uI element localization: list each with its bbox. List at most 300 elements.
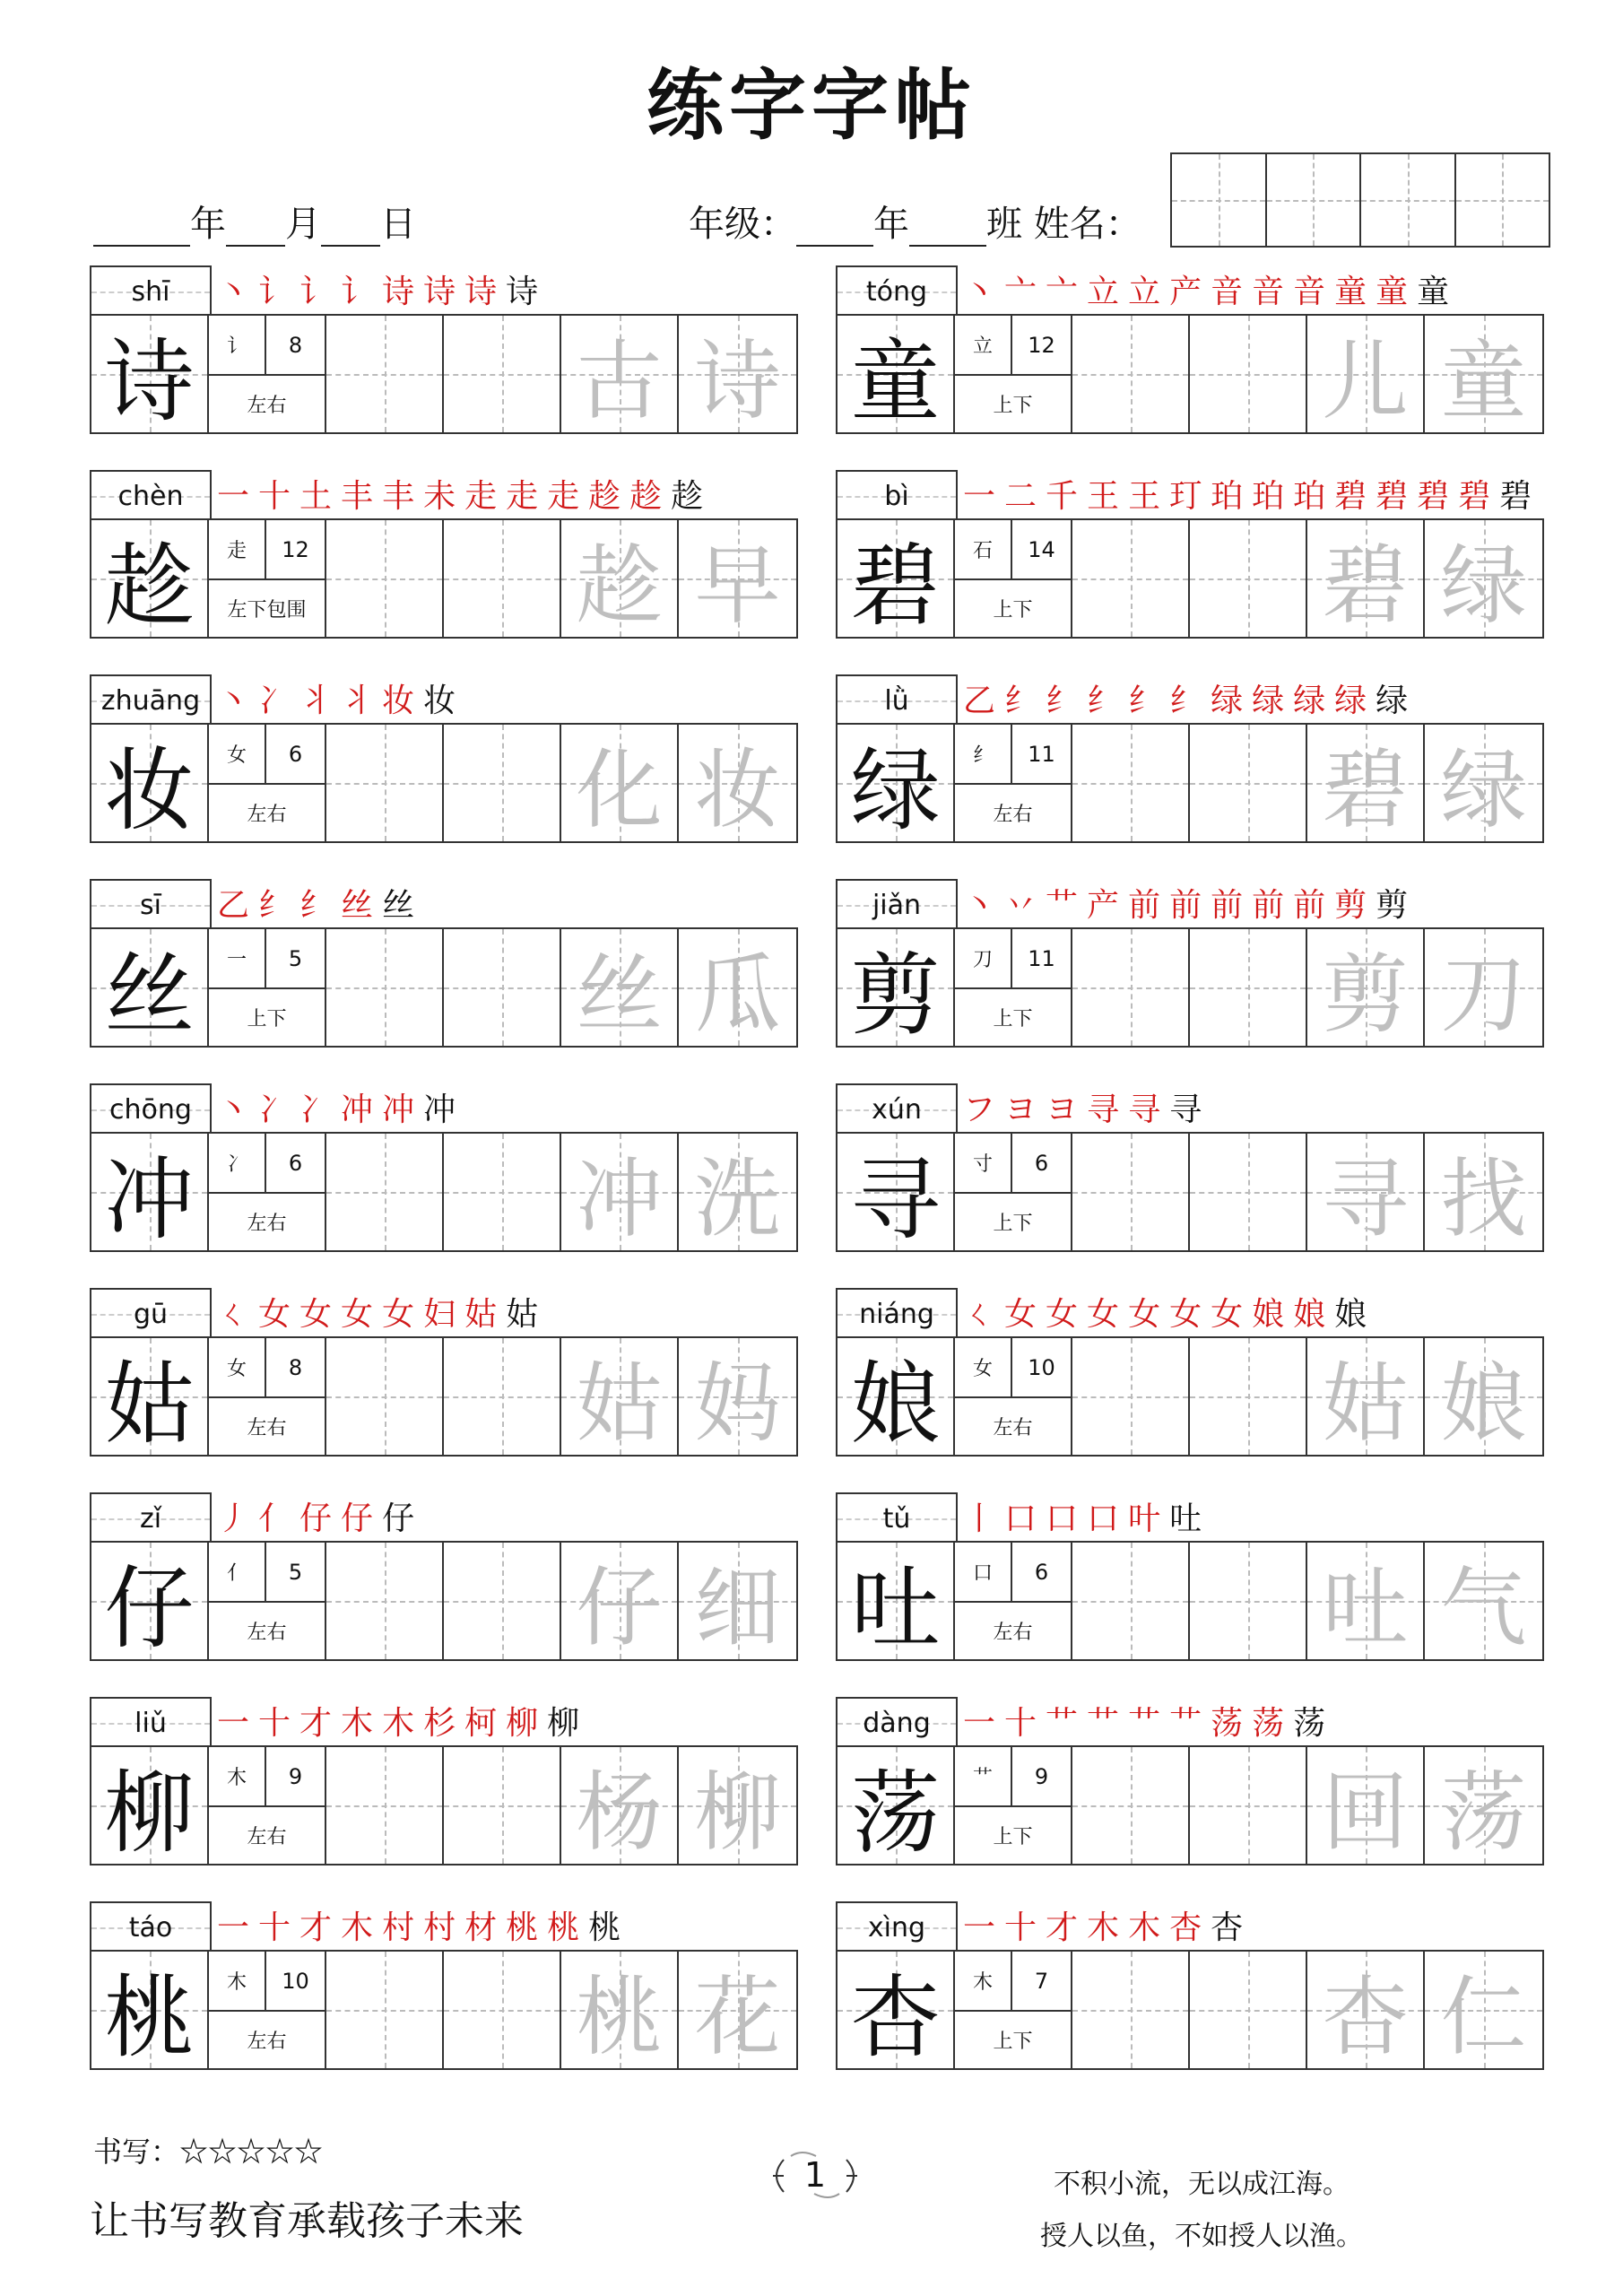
stroke-step: 二	[1004, 478, 1039, 515]
stroke-step: 口	[1004, 1500, 1039, 1537]
trace-char: 花	[694, 1966, 781, 2067]
practice-cell[interactable]	[444, 1543, 561, 1659]
stroke-step: 纟	[258, 887, 293, 924]
stroke-step: 艹	[1046, 1705, 1081, 1742]
radical: 立	[955, 316, 1012, 374]
model-char-cell	[91, 1134, 209, 1250]
practice-cell[interactable]	[326, 725, 444, 841]
trace-char: 绿	[1440, 739, 1527, 840]
trace-cell[interactable]	[561, 520, 679, 637]
char-info	[955, 929, 1072, 1046]
stroke-step: 纟	[1128, 683, 1163, 719]
model-char: 剪	[850, 943, 941, 1048]
class-blank[interactable]	[909, 209, 986, 247]
stroke-order	[963, 881, 1417, 926]
char-entry	[90, 1492, 798, 1688]
practice-cell[interactable]	[444, 1134, 561, 1250]
stroke-step: 女	[1087, 1296, 1122, 1333]
trace-char: 早	[694, 535, 781, 636]
char-entry	[90, 1697, 798, 1892]
radical: 寸	[955, 1134, 1012, 1192]
trace-cell[interactable]	[679, 520, 796, 637]
stroke-step: 前	[1252, 887, 1287, 924]
trace-cell[interactable]	[1425, 1747, 1542, 1864]
model-char-cell	[91, 1952, 209, 2068]
char-structure: 左右	[247, 395, 287, 417]
char-info	[955, 1338, 1072, 1455]
practice-cell[interactable]	[1190, 1543, 1307, 1659]
stroke-step: 一	[963, 1705, 998, 1742]
trace-cell[interactable]	[1307, 520, 1425, 637]
trace-char: 瓜	[694, 944, 781, 1045]
stroke-count: 12	[1028, 332, 1055, 358]
trace-char: 寻	[1322, 1148, 1409, 1249]
trace-cell[interactable]	[1307, 1952, 1425, 2068]
char-entry	[90, 1083, 798, 1279]
practice-cell[interactable]	[1190, 520, 1307, 637]
char-structure: 上下	[993, 2031, 1033, 2053]
char-info	[955, 1747, 1072, 1864]
practice-cell[interactable]	[326, 1134, 444, 1250]
stroke-step: 才	[299, 1909, 334, 1946]
practice-grid	[90, 1950, 798, 2070]
stroke-step: 音	[1293, 274, 1328, 310]
char-structure: 上下	[993, 599, 1033, 622]
stroke-order	[963, 1085, 1211, 1130]
stroke-step: 木	[1128, 1909, 1163, 1946]
trace-cell[interactable]	[561, 1747, 679, 1864]
trace-cell[interactable]	[1307, 1134, 1425, 1250]
stroke-count: 8	[288, 1354, 303, 1380]
stroke-step: 碧	[1458, 478, 1493, 515]
pinyin: chōng	[109, 1093, 192, 1126]
stroke-step: 荡	[1293, 1705, 1328, 1742]
radical: 亻	[209, 1543, 266, 1601]
radical: 木	[209, 1952, 266, 2010]
trace-char: 姑	[576, 1352, 663, 1454]
stroke-step: 荡	[1252, 1705, 1287, 1742]
trace-cell[interactable]	[679, 1952, 796, 2068]
stroke-step: 丰	[382, 478, 417, 515]
trace-char: 绿	[1440, 535, 1527, 636]
stroke-count: 11	[1028, 945, 1055, 971]
model-char-cell	[838, 316, 955, 432]
stroke-step: 冫	[258, 683, 293, 719]
day-label: 日	[380, 204, 416, 245]
pinyin: liǔ	[135, 1707, 167, 1739]
grade-blank[interactable]	[796, 209, 873, 247]
model-char: 丝	[104, 943, 195, 1048]
model-char: 趁	[104, 534, 195, 639]
stroke-step: 纟	[1087, 683, 1122, 719]
char-info	[209, 1747, 326, 1864]
stroke-step: 剪	[1376, 887, 1410, 924]
radical: 艹	[955, 1747, 1012, 1805]
stroke-step: 丨	[963, 1500, 998, 1537]
model-char-cell	[91, 1543, 209, 1659]
stroke-order	[963, 1494, 1211, 1539]
stroke-step: 纟	[1004, 683, 1039, 719]
practice-cell[interactable]	[444, 1952, 561, 2068]
practice-grid	[90, 518, 798, 639]
model-char: 童	[850, 329, 941, 434]
char-info	[955, 725, 1072, 841]
stroke-step: 趁	[588, 478, 623, 515]
date-line	[93, 196, 416, 247]
trace-char: 气	[1440, 1557, 1527, 1658]
trace-cell[interactable]	[679, 1338, 796, 1455]
stroke-step: 乙	[217, 887, 252, 924]
stroke-count: 9	[288, 1763, 303, 1789]
stroke-step: 十	[258, 1909, 293, 1946]
char-structure: 左右	[247, 1213, 287, 1235]
stroke-step: 讠	[258, 274, 293, 310]
pinyin: niáng	[859, 1298, 934, 1330]
model-char: 杏	[850, 1965, 941, 2070]
trace-char: 柳	[694, 1761, 781, 1863]
model-char: 妆	[104, 738, 195, 843]
practice-cell[interactable]	[1072, 1134, 1190, 1250]
practice-cell[interactable]	[326, 1952, 444, 2068]
char-structure: 上下	[993, 1008, 1033, 1031]
trace-cell[interactable]	[679, 725, 796, 841]
char-structure: 左右	[993, 1417, 1033, 1439]
stroke-step: 趁	[629, 478, 664, 515]
pinyin-box	[836, 1288, 958, 1338]
stroke-step: 吐	[1169, 1500, 1204, 1537]
pinyin: dàng	[863, 1707, 931, 1739]
stroke-step: 柯	[464, 1705, 499, 1742]
trace-cell[interactable]	[679, 1747, 796, 1864]
char-structure: 上下	[993, 1213, 1033, 1235]
trace-cell[interactable]	[1307, 316, 1425, 432]
pinyin-box	[836, 1083, 958, 1134]
pinyin-box	[836, 1492, 958, 1543]
trace-cell[interactable]	[679, 1543, 796, 1659]
pinyin: zhuāng	[100, 684, 201, 717]
pinyin-box	[90, 265, 212, 316]
practice-cell[interactable]	[1072, 725, 1190, 841]
stroke-step: 冫	[299, 1091, 334, 1128]
trace-cell[interactable]	[1307, 1747, 1425, 1864]
pinyin-box	[90, 470, 212, 520]
trace-cell[interactable]	[679, 929, 796, 1046]
trace-char: 妈	[694, 1352, 781, 1454]
trace-char: 化	[576, 739, 663, 840]
char-info	[209, 1134, 326, 1250]
trace-cell[interactable]	[1425, 1134, 1542, 1250]
stroke-step: 冲	[423, 1091, 458, 1128]
char-info	[955, 316, 1072, 432]
char-info	[955, 1952, 1072, 2068]
practice-cell[interactable]	[326, 1747, 444, 1864]
stroke-step: ヨ	[1004, 1091, 1039, 1128]
trace-char: 仔	[576, 1557, 663, 1658]
stroke-order	[217, 1699, 588, 1744]
char-entry	[836, 674, 1544, 870]
pinyin: jiǎn	[872, 889, 922, 921]
trace-cell[interactable]	[1425, 1543, 1542, 1659]
trace-cell[interactable]	[1307, 1543, 1425, 1659]
month-label: 月	[285, 204, 321, 245]
practice-cell[interactable]	[444, 1338, 561, 1455]
char-info	[955, 1134, 1072, 1250]
practice-cell[interactable]	[1072, 1338, 1190, 1455]
stroke-step: 亻	[258, 1500, 293, 1537]
char-entry	[90, 879, 798, 1074]
model-char-cell	[91, 316, 209, 432]
stroke-step: 丶	[217, 1091, 252, 1128]
stroke-step: 玎	[1169, 478, 1204, 515]
char-entry	[836, 1697, 1544, 1892]
stroke-step: 妆	[423, 683, 458, 719]
stroke-step: 绿	[1376, 683, 1410, 719]
stroke-step: 艹	[1128, 1705, 1163, 1742]
practice-cell[interactable]	[326, 1543, 444, 1659]
practice-cell[interactable]	[444, 1747, 561, 1864]
trace-char: 细	[694, 1557, 781, 1658]
stroke-step: 纟	[1169, 683, 1204, 719]
stroke-step: 一	[217, 1909, 252, 1946]
practice-cell[interactable]	[326, 929, 444, 1046]
stroke-order	[217, 881, 423, 926]
model-char: 桃	[104, 1965, 195, 2070]
stroke-step: 立	[1128, 274, 1163, 310]
trace-cell[interactable]	[1307, 725, 1425, 841]
pinyin-box	[90, 879, 212, 929]
trace-cell[interactable]	[1307, 929, 1425, 1046]
trace-char: 冲	[576, 1148, 663, 1249]
year-blank[interactable]	[93, 209, 190, 247]
stroke-step: 女	[1046, 1296, 1081, 1333]
stroke-step: 冲	[382, 1091, 417, 1128]
practice-cell[interactable]	[1072, 1543, 1190, 1659]
practice-grid	[90, 1745, 798, 1866]
practice-cell[interactable]	[1072, 316, 1190, 432]
stroke-step: 诗	[423, 274, 458, 310]
radical: 刀	[955, 929, 1012, 987]
trace-cell[interactable]	[1425, 725, 1542, 841]
stroke-step: 趁	[671, 478, 706, 515]
stroke-step: 丶	[963, 274, 998, 310]
stroke-count: 5	[288, 945, 303, 971]
practice-cell[interactable]	[326, 316, 444, 432]
practice-cell[interactable]	[444, 725, 561, 841]
name-writing-box[interactable]	[1170, 152, 1550, 248]
practice-cell[interactable]	[326, 1338, 444, 1455]
trace-char: 杨	[576, 1761, 663, 1863]
trace-cell[interactable]	[1425, 929, 1542, 1046]
stroke-step: 一	[963, 478, 998, 515]
grade-label: 年级：	[689, 204, 796, 245]
stroke-step: 音	[1211, 274, 1245, 310]
char-structure: 上下	[993, 395, 1033, 417]
stroke-step: 叶	[1128, 1500, 1163, 1537]
stroke-count: 10	[1028, 1354, 1055, 1380]
stroke-step: フ	[963, 1091, 998, 1128]
stroke-step: 杉	[423, 1705, 458, 1742]
practice-cell[interactable]	[444, 316, 561, 432]
stroke-step: 亠	[1046, 274, 1081, 310]
stroke-step: 童	[1334, 274, 1369, 310]
trace-char: 吐	[1322, 1557, 1409, 1658]
practice-cell[interactable]	[444, 929, 561, 1046]
practice-cell[interactable]	[1190, 316, 1307, 432]
trace-char: 杏	[1322, 1966, 1409, 2067]
char-structure: 左右	[247, 1622, 287, 1644]
practice-cell[interactable]	[1072, 929, 1190, 1046]
stroke-count: 9	[1034, 1763, 1049, 1789]
char-entry	[836, 470, 1544, 665]
pinyin: tóng	[865, 275, 928, 308]
month-blank[interactable]	[226, 209, 285, 247]
stroke-step: 寻	[1169, 1091, 1204, 1128]
stroke-step: 丰	[341, 478, 376, 515]
pinyin-box	[90, 1901, 212, 1952]
stroke-order	[963, 1290, 1376, 1335]
radical: 讠	[209, 316, 266, 374]
practice-cell[interactable]	[1190, 1338, 1307, 1455]
stroke-step: 木	[341, 1705, 376, 1742]
practice-cell[interactable]	[1072, 1747, 1190, 1864]
char-entry	[836, 265, 1544, 461]
stroke-step: 珀	[1293, 478, 1328, 515]
practice-grid	[836, 1950, 1544, 2070]
pinyin: zǐ	[139, 1502, 162, 1535]
stroke-step: 一	[217, 1705, 252, 1742]
trace-cell[interactable]	[561, 1134, 679, 1250]
practice-cell[interactable]	[1190, 929, 1307, 1046]
char-info	[209, 316, 326, 432]
radical: 冫	[209, 1134, 266, 1192]
trace-char: 古	[576, 330, 663, 431]
practice-cell[interactable]	[1190, 725, 1307, 841]
stroke-step: 王	[1087, 478, 1122, 515]
pinyin: xìng	[867, 1911, 926, 1944]
char-entry	[90, 265, 798, 461]
stroke-count: 5	[288, 1559, 303, 1585]
model-char-cell	[91, 725, 209, 841]
stroke-step: 碧	[1417, 478, 1452, 515]
practice-grid	[90, 314, 798, 434]
char-entry	[836, 1288, 1544, 1483]
stroke-step: 王	[1128, 478, 1163, 515]
stroke-step: 诗	[506, 274, 541, 310]
trace-cell[interactable]	[679, 316, 796, 432]
trace-cell[interactable]	[561, 1543, 679, 1659]
trace-cell[interactable]	[561, 316, 679, 432]
stroke-step: 绿	[1211, 683, 1245, 719]
practice-cell[interactable]	[1072, 520, 1190, 637]
stroke-step: 仔	[382, 1500, 417, 1537]
practice-grid	[90, 1132, 798, 1252]
stroke-order	[963, 472, 1541, 517]
trace-cell[interactable]	[561, 725, 679, 841]
model-char-cell	[838, 1747, 955, 1864]
model-char-cell	[91, 1747, 209, 1864]
trace-char: 刀	[1440, 944, 1527, 1045]
model-char: 仔	[104, 1556, 195, 1661]
model-char-cell	[91, 929, 209, 1046]
stroke-step: 柳	[506, 1705, 541, 1742]
stroke-step: 杏	[1211, 1909, 1245, 1946]
stroke-step: 乙	[963, 683, 998, 719]
practice-grid	[836, 314, 1544, 434]
trace-cell[interactable]	[679, 1134, 796, 1250]
quote-line-1: 不积小流，无以成江海。	[1054, 2169, 1350, 2200]
stroke-step: 童	[1376, 274, 1410, 310]
stroke-count: 6	[1034, 1559, 1049, 1585]
stroke-step: 碧	[1499, 478, 1534, 515]
char-structure: 左下包围	[227, 599, 307, 622]
practice-grid	[836, 723, 1544, 843]
practice-cell[interactable]	[1190, 1952, 1307, 2068]
practice-cell[interactable]	[1072, 1952, 1190, 2068]
stroke-step: 前	[1211, 887, 1245, 924]
radical: 女	[209, 1338, 266, 1396]
stroke-step: 珀	[1211, 478, 1245, 515]
practice-cell[interactable]	[1190, 1747, 1307, 1864]
trace-cell[interactable]	[1307, 1338, 1425, 1455]
pinyin: xún	[872, 1093, 922, 1126]
trace-cell[interactable]	[561, 1338, 679, 1455]
char-info	[209, 1952, 326, 2068]
stroke-step: 口	[1087, 1500, 1122, 1537]
quote-line-2: 授人以鱼，不如授人以渔。	[1040, 2221, 1363, 2252]
char-structure: 上下	[993, 1826, 1033, 1848]
char-structure: 左右	[247, 804, 287, 826]
stroke-step: 才	[299, 1705, 334, 1742]
trace-char: 诗	[694, 330, 781, 431]
char-structure: 左右	[993, 804, 1033, 826]
stroke-step: 桃	[588, 1909, 623, 1946]
char-entry	[90, 1288, 798, 1483]
practice-cell[interactable]	[444, 520, 561, 637]
char-entry	[836, 1492, 1544, 1688]
trace-cell[interactable]	[1425, 520, 1542, 637]
practice-cell[interactable]	[1190, 1134, 1307, 1250]
trace-char: 剪	[1322, 944, 1409, 1045]
stroke-step: 艹	[1046, 887, 1081, 924]
stroke-step: 女	[341, 1296, 376, 1333]
stroke-step: 寻	[1128, 1091, 1163, 1128]
stroke-step: 冫	[258, 1091, 293, 1128]
char-structure: 左右	[247, 1417, 287, 1439]
trace-cell[interactable]	[561, 929, 679, 1046]
trace-cell[interactable]	[1425, 1952, 1542, 2068]
stroke-count: 8	[288, 332, 303, 358]
char-info	[955, 520, 1072, 637]
trace-char: 荡	[1440, 1761, 1527, 1863]
stroke-count: 10	[282, 1968, 309, 1994]
trace-cell[interactable]	[1425, 1338, 1542, 1455]
pinyin-box	[836, 1697, 958, 1747]
day-blank[interactable]	[321, 209, 380, 247]
stroke-step: 产	[1169, 274, 1204, 310]
char-info	[209, 1543, 326, 1659]
practice-cell[interactable]	[326, 520, 444, 637]
class-line	[689, 196, 1141, 247]
practice-grid	[836, 927, 1544, 1048]
stroke-step: 女	[1169, 1296, 1204, 1333]
stroke-step: 村	[382, 1909, 417, 1946]
radical: 口	[955, 1543, 1012, 1601]
stroke-step: 口	[1046, 1500, 1081, 1537]
stroke-step: 诗	[382, 274, 417, 310]
trace-cell[interactable]	[1425, 316, 1542, 432]
stroke-step: 仔	[299, 1500, 334, 1537]
trace-cell[interactable]	[561, 1952, 679, 2068]
